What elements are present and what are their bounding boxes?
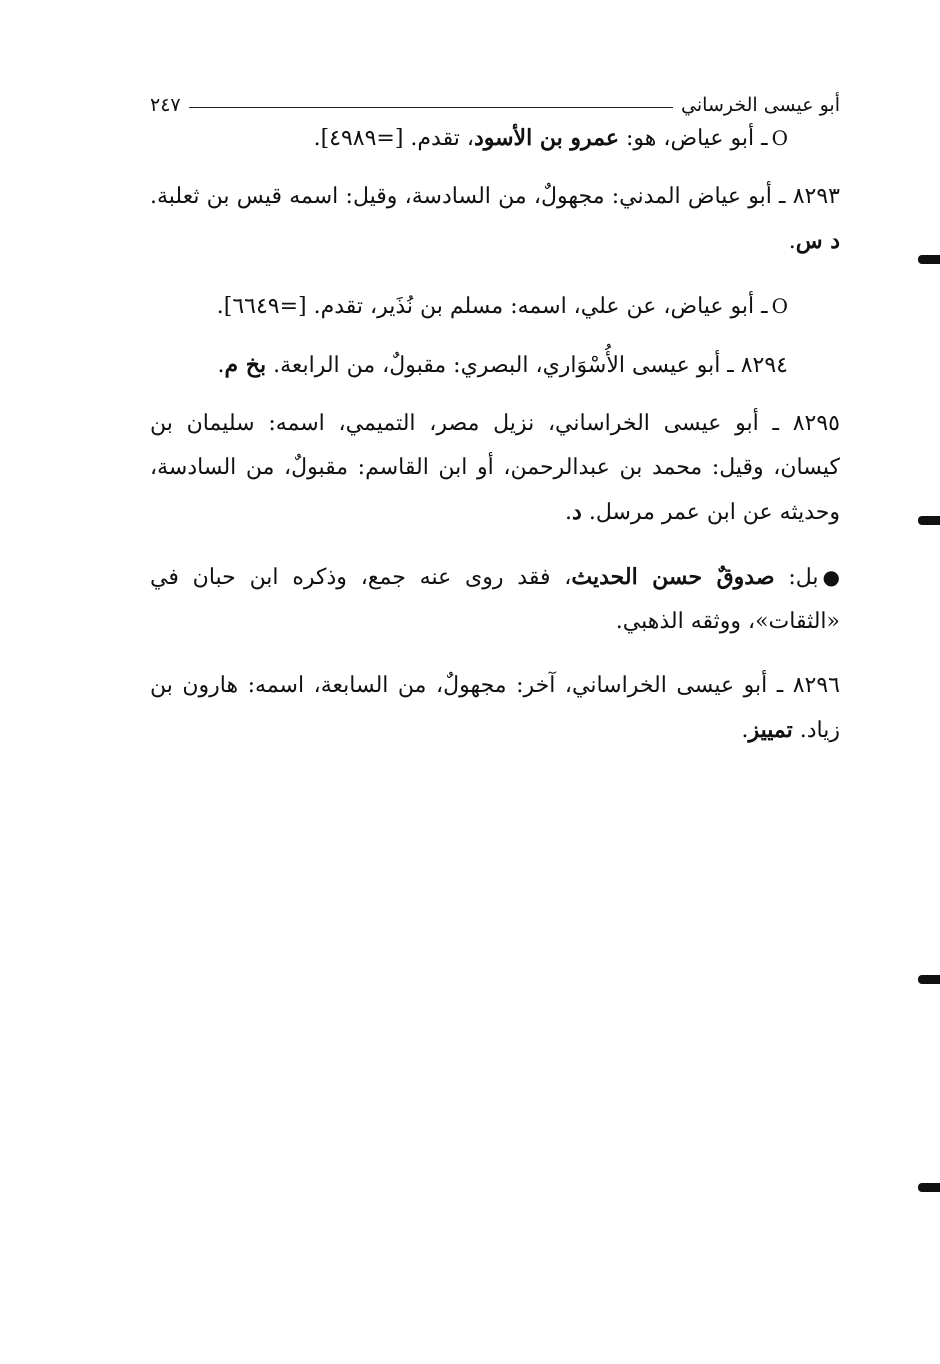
entry-bold-text: تمييز bbox=[748, 717, 793, 743]
entry-text: . bbox=[788, 229, 796, 254]
entry-text: بل: bbox=[774, 565, 819, 590]
bullet-dot-icon: ● bbox=[822, 565, 840, 589]
entry-bold-text: بخ م bbox=[224, 352, 267, 378]
page-number: ٢٤٧ bbox=[150, 94, 181, 116]
running-title: أبو عيسى الخرساني bbox=[681, 94, 840, 116]
entry-8296 bbox=[150, 664, 840, 753]
margin-tab-mark bbox=[918, 255, 940, 264]
entry-bold-text: عمرو بن الأسود bbox=[473, 125, 620, 151]
circle-marker-icon: O bbox=[771, 126, 788, 150]
running-header bbox=[150, 86, 840, 116]
entry-bold-text: د س bbox=[795, 228, 840, 254]
entry-bold-text: د bbox=[572, 499, 582, 525]
entry-8295 bbox=[150, 402, 840, 535]
circle-marker-icon: O bbox=[771, 294, 788, 318]
header-rule bbox=[189, 107, 673, 108]
entry-8293 bbox=[150, 175, 840, 264]
page-body bbox=[150, 86, 840, 753]
entry-text: ٨٢٩٥ ـ أبو عيسى الخراساني، نزيل مصر، التميمي، اسمه: سليمان بن كيسان، وقيل: محمد بن عبدالرحمن، أو ابن القاسم: مقبولٌ، من السادسة، وحديثه عن ابن عمر مرسل. bbox=[150, 411, 840, 525]
entry-text: ـ أبو عياض، هو: bbox=[619, 126, 768, 151]
entry-bold-text: صدوقٌ حسن الحديث bbox=[571, 564, 775, 590]
entry-ref-2 bbox=[150, 284, 840, 329]
margin-tab-mark bbox=[918, 975, 940, 984]
entry-text: ، فقد روى عنه جمع، وذكره ابن حبان في «الثقات»، ووثقه الذهبي. bbox=[150, 565, 840, 634]
entry-ref-1 bbox=[150, 116, 840, 161]
entry-text: ٨٢٩٦ ـ أبو عيسى الخراساني، آخر: مجهولٌ، من السابعة، اسمه: هارون بن زياد. bbox=[150, 673, 840, 743]
entry-text: ، تقدم. [=٤٩٨٩]. bbox=[313, 126, 474, 151]
entry-text: ـ أبو عياض، عن علي، اسمه: مسلم بن نُذَير، تقدم. [=٦٦٤٩]. bbox=[216, 294, 768, 319]
margin-tab-mark bbox=[918, 1183, 940, 1192]
entry-text: . bbox=[741, 718, 749, 743]
entry-text: . bbox=[565, 500, 573, 525]
entry-text: . bbox=[217, 353, 225, 378]
entry-text: ٨٢٩٣ ـ أبو عياض المدني: مجهولٌ، من السادسة، وقيل: اسمه قيس بن ثعلبة. bbox=[150, 184, 840, 209]
entry-text: ٨٢٩٤ ـ أبو عيسى الأُسْوَاري، البصري: مقبولٌ، من الرابعة. bbox=[266, 353, 788, 378]
margin-tab-mark bbox=[918, 516, 940, 525]
entry-comment bbox=[150, 555, 840, 644]
entry-8294 bbox=[150, 343, 840, 388]
